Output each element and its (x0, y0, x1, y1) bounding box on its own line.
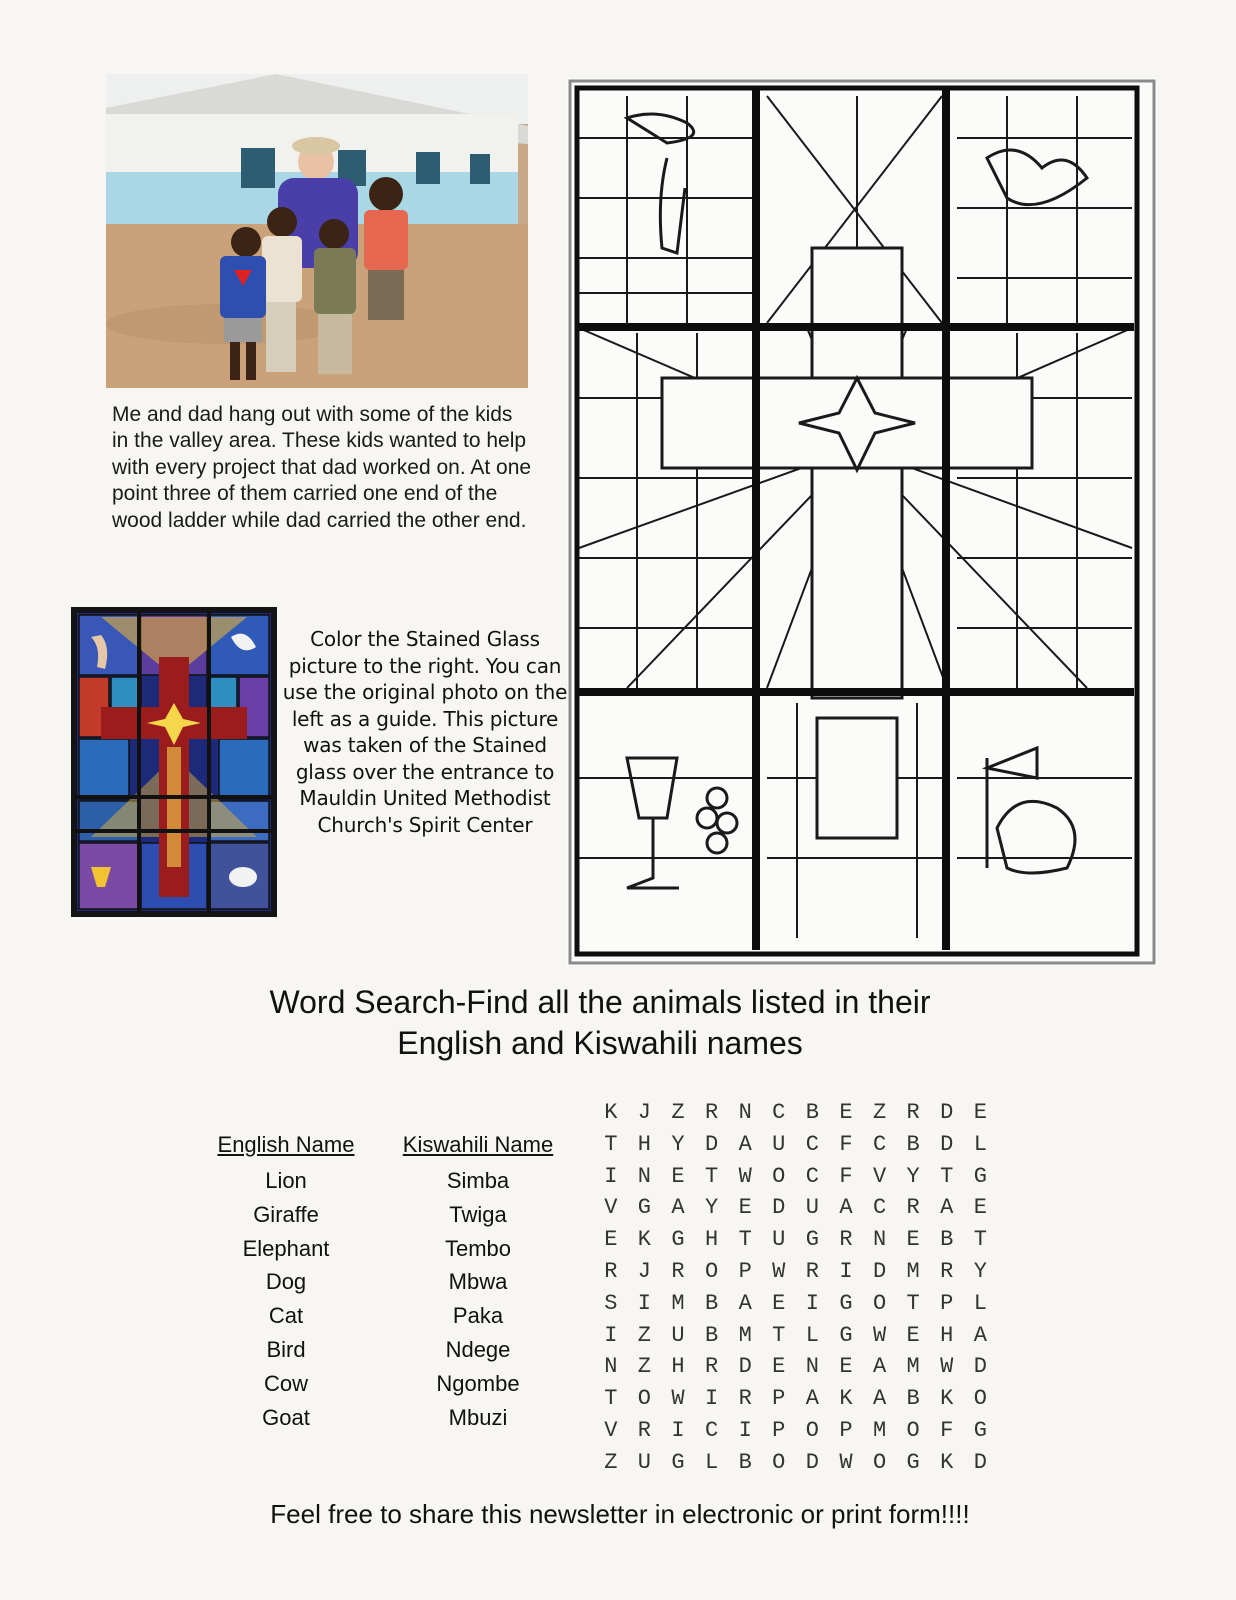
grid-letter: L (973, 1290, 987, 1316)
grid-letter: E (671, 1163, 685, 1189)
grid-row (594, 1224, 997, 1256)
grid-letter: D (940, 1131, 954, 1157)
grid-letter: Z (671, 1100, 685, 1125)
grid-row (594, 1097, 997, 1129)
grid-letter: E (604, 1227, 618, 1253)
kiswahili-word: Paka (452, 1303, 504, 1329)
grid-letter: P (772, 1417, 786, 1443)
grid-letter: R (940, 1258, 954, 1284)
grid-letter: A (738, 1131, 752, 1157)
grid-letter: O (872, 1290, 887, 1316)
grid-letter: Y (906, 1163, 920, 1189)
english-word: Bird (266, 1336, 306, 1362)
grid-letter: N (604, 1354, 618, 1380)
kids-photo (106, 74, 528, 388)
kiswahili-word: Tembo (444, 1235, 512, 1261)
grid-letter: M (906, 1258, 920, 1284)
english-word: Dog (265, 1269, 307, 1295)
grid-letter: D (738, 1354, 752, 1380)
grid-letter: D (704, 1131, 719, 1157)
grid-letter: T (772, 1322, 786, 1348)
grid-row (594, 1256, 997, 1288)
english-word: Lion (265, 1168, 307, 1193)
grid-letter: O (973, 1386, 987, 1412)
grid-letter: E (738, 1195, 752, 1221)
grid-letter: E (906, 1322, 920, 1348)
grid-letter: M (872, 1417, 887, 1443)
grid-letter: G (671, 1449, 685, 1475)
grid-letter: T (604, 1131, 618, 1157)
grid-letter: R (805, 1258, 819, 1284)
grid-letter: P (738, 1258, 752, 1284)
word-search-title (150, 982, 1050, 1064)
grid-letter: W (738, 1163, 752, 1189)
grid-letter: G (805, 1227, 819, 1253)
grid-letter: U (772, 1227, 786, 1253)
grid-letter: A (872, 1386, 887, 1412)
grid-letter: I (738, 1417, 752, 1443)
photo-caption: Me and dad hang out with some of the kids in the valley area. These kids wanted to help with every project that dad worked on. At one point three of them carried one end of the wood ladder while dad carried the other end. (112, 403, 532, 532)
grid-letter: R (906, 1195, 920, 1221)
grid-letter: R (604, 1258, 618, 1284)
grid-letter: O (772, 1163, 786, 1189)
kiswahili-word: Mbwa (448, 1269, 508, 1295)
grid-letter: B (906, 1131, 920, 1157)
grid-letter: B (704, 1290, 719, 1316)
grid-letter: H (671, 1354, 685, 1380)
grid-letter: B (738, 1449, 752, 1475)
grid-letter: I (604, 1163, 618, 1189)
grid-letter: R (738, 1386, 752, 1412)
grid-letter: T (738, 1227, 752, 1253)
grid-letter: D (973, 1354, 987, 1380)
grid-letter: E (772, 1354, 786, 1380)
grid-letter: M (906, 1354, 920, 1380)
grid-letter: W (940, 1354, 954, 1380)
grid-letter: H (704, 1227, 719, 1253)
grid-letter: N (805, 1354, 819, 1380)
grid-letter: U (805, 1195, 819, 1221)
english-word: Cat (268, 1303, 304, 1329)
grid-letter: T (604, 1386, 618, 1412)
grid-row (594, 1383, 997, 1415)
grid-letter: W (872, 1322, 887, 1348)
grid-letter: O (872, 1449, 887, 1475)
grid-letter: H (637, 1131, 651, 1157)
word-search-title-line-1: Word Search-Find all the animals listed in their (269, 984, 931, 1020)
grid-row (594, 1161, 997, 1193)
grid-letter: C (805, 1131, 819, 1157)
kiswahili-word: Ndege (445, 1336, 511, 1362)
color-stained-glass-photo (71, 607, 277, 917)
grid-letter: K (604, 1100, 618, 1125)
grid-letter: D (872, 1258, 887, 1284)
grid-row (594, 1288, 997, 1320)
grid-letter: I (671, 1417, 685, 1443)
kiswahili-word: Simba (446, 1168, 510, 1193)
grid-letter: T (940, 1163, 954, 1189)
grid-letter: R (906, 1100, 920, 1125)
grid-letter: J (637, 1100, 651, 1125)
grid-letter: G (671, 1227, 685, 1253)
grid-letter: E (973, 1100, 987, 1125)
grid-row (594, 1351, 997, 1383)
grid-letter: Y (973, 1258, 987, 1284)
grid-letter: G (839, 1322, 853, 1348)
grid-letter: H (940, 1322, 954, 1348)
english-word: Goat (262, 1404, 310, 1430)
grid-letter: Y (704, 1195, 719, 1221)
grid-letter: G (906, 1449, 920, 1475)
grid-row (594, 1192, 997, 1224)
english-word: Giraffe (253, 1201, 319, 1227)
grid-letter: W (772, 1258, 786, 1284)
grid-letter: S (604, 1290, 618, 1316)
grid-letter: G (839, 1290, 853, 1316)
grid-letter: R (704, 1100, 719, 1125)
grid-letter: D (772, 1195, 786, 1221)
grid-letter: A (839, 1195, 853, 1221)
grid-letter: O (906, 1417, 920, 1443)
grid-letter: C (772, 1100, 786, 1125)
grid-letter: E (906, 1227, 920, 1253)
share-footer: Feel free to share this newsletter in electronic or print form!!!! (270, 1499, 970, 1529)
grid-letter: F (940, 1417, 954, 1443)
grid-letter: J (637, 1258, 651, 1284)
grid-letter: N (872, 1227, 887, 1253)
grid-letter: N (637, 1163, 651, 1189)
grid-letter: L (805, 1322, 819, 1348)
kiswahili-word: Ngombe (436, 1370, 520, 1396)
grid-letter: P (839, 1417, 853, 1443)
stained-glass-coloring-page (567, 78, 1157, 966)
grid-letter: R (704, 1354, 719, 1380)
grid-letter: V (604, 1195, 618, 1221)
grid-letter: T (973, 1227, 987, 1253)
grid-letter: T (704, 1163, 719, 1189)
grid-letter: D (940, 1100, 954, 1125)
grid-letter: A (872, 1354, 887, 1380)
grid-row (594, 1129, 997, 1161)
grid-letter: O (637, 1386, 651, 1412)
grid-letter: C (805, 1163, 819, 1189)
grid-row (594, 1320, 997, 1352)
grid-letter: E (839, 1100, 853, 1125)
grid-letter: B (704, 1322, 719, 1348)
grid-letter: L (704, 1449, 719, 1475)
grid-letter: I (805, 1290, 819, 1316)
grid-letter: M (671, 1290, 685, 1316)
word-search-title-line-2: English and Kiswahili names (397, 1025, 803, 1061)
english-name-header: English Name (217, 1132, 355, 1157)
grid-letter: L (973, 1131, 987, 1157)
grid-letter: I (839, 1258, 853, 1284)
grid-letter: A (738, 1290, 752, 1316)
grid-letter: G (973, 1163, 987, 1189)
grid-letter: A (671, 1195, 685, 1221)
grid-letter: D (973, 1449, 987, 1475)
grid-letter: U (637, 1449, 651, 1475)
grid-letter: O (805, 1417, 819, 1443)
grid-letter: O (772, 1449, 786, 1475)
grid-letter: K (940, 1386, 954, 1412)
grid-letter: W (671, 1386, 685, 1412)
grid-letter: D (805, 1449, 819, 1475)
grid-letter: I (704, 1386, 719, 1412)
grid-letter: R (839, 1227, 853, 1253)
grid-letter: B (940, 1227, 954, 1253)
grid-letter: Z (637, 1322, 651, 1348)
grid-row (594, 1447, 997, 1479)
grid-letter: Z (872, 1100, 887, 1125)
grid-letter: I (604, 1322, 618, 1348)
grid-letter: C (872, 1195, 887, 1221)
grid-letter: I (637, 1290, 651, 1316)
grid-letter: P (772, 1386, 786, 1412)
grid-letter: F (839, 1163, 853, 1189)
grid-letter: M (738, 1322, 752, 1348)
grid-letter: R (637, 1417, 651, 1443)
grid-letter: Y (671, 1131, 685, 1157)
kiswahili-name-header: Kiswahili Name (402, 1132, 554, 1157)
grid-letter: V (872, 1163, 887, 1189)
grid-letter: V (604, 1417, 618, 1443)
grid-letter: N (738, 1100, 752, 1125)
grid-letter: U (671, 1322, 685, 1348)
english-names-column (196, 1131, 376, 1434)
grid-letter: C (872, 1131, 887, 1157)
grid-letter: B (906, 1386, 920, 1412)
grid-letter: A (805, 1386, 819, 1412)
grid-letter: K (839, 1386, 853, 1412)
grid-letter: G (637, 1195, 651, 1221)
coloring-instructions: Color the Stained Glass picture to the right. You can use the original photo on the left as a guide. This picture was taken of the Stained glass over the entrance to Mauldin United Methodist Church's Spirit Center (282, 627, 568, 837)
grid-letter: O (704, 1258, 719, 1284)
grid-letter: U (772, 1131, 786, 1157)
grid-letter: E (772, 1290, 786, 1316)
grid-letter: A (973, 1322, 987, 1348)
grid-letter: Z (604, 1449, 618, 1475)
grid-letter: T (906, 1290, 920, 1316)
grid-letter: G (973, 1417, 987, 1443)
grid-letter: W (839, 1449, 853, 1475)
kiswahili-names-column (388, 1131, 568, 1434)
kiswahili-word: Mbuzi (448, 1404, 508, 1430)
word-search-grid (594, 1097, 997, 1479)
grid-letter: E (839, 1354, 853, 1380)
grid-letter: B (805, 1100, 819, 1125)
grid-letter: A (940, 1195, 954, 1221)
grid-letter: R (671, 1258, 685, 1284)
grid-letter: F (839, 1131, 853, 1157)
english-word: Elephant (242, 1235, 330, 1261)
grid-row (594, 1415, 997, 1447)
grid-letter: E (973, 1195, 987, 1221)
grid-letter: P (940, 1290, 954, 1316)
english-word: Cow (263, 1370, 308, 1396)
grid-letter: K (637, 1227, 651, 1253)
kiswahili-word: Twiga (449, 1201, 507, 1227)
grid-letter: Z (637, 1354, 651, 1380)
grid-letter: C (704, 1417, 719, 1443)
grid-letter: K (940, 1449, 954, 1475)
